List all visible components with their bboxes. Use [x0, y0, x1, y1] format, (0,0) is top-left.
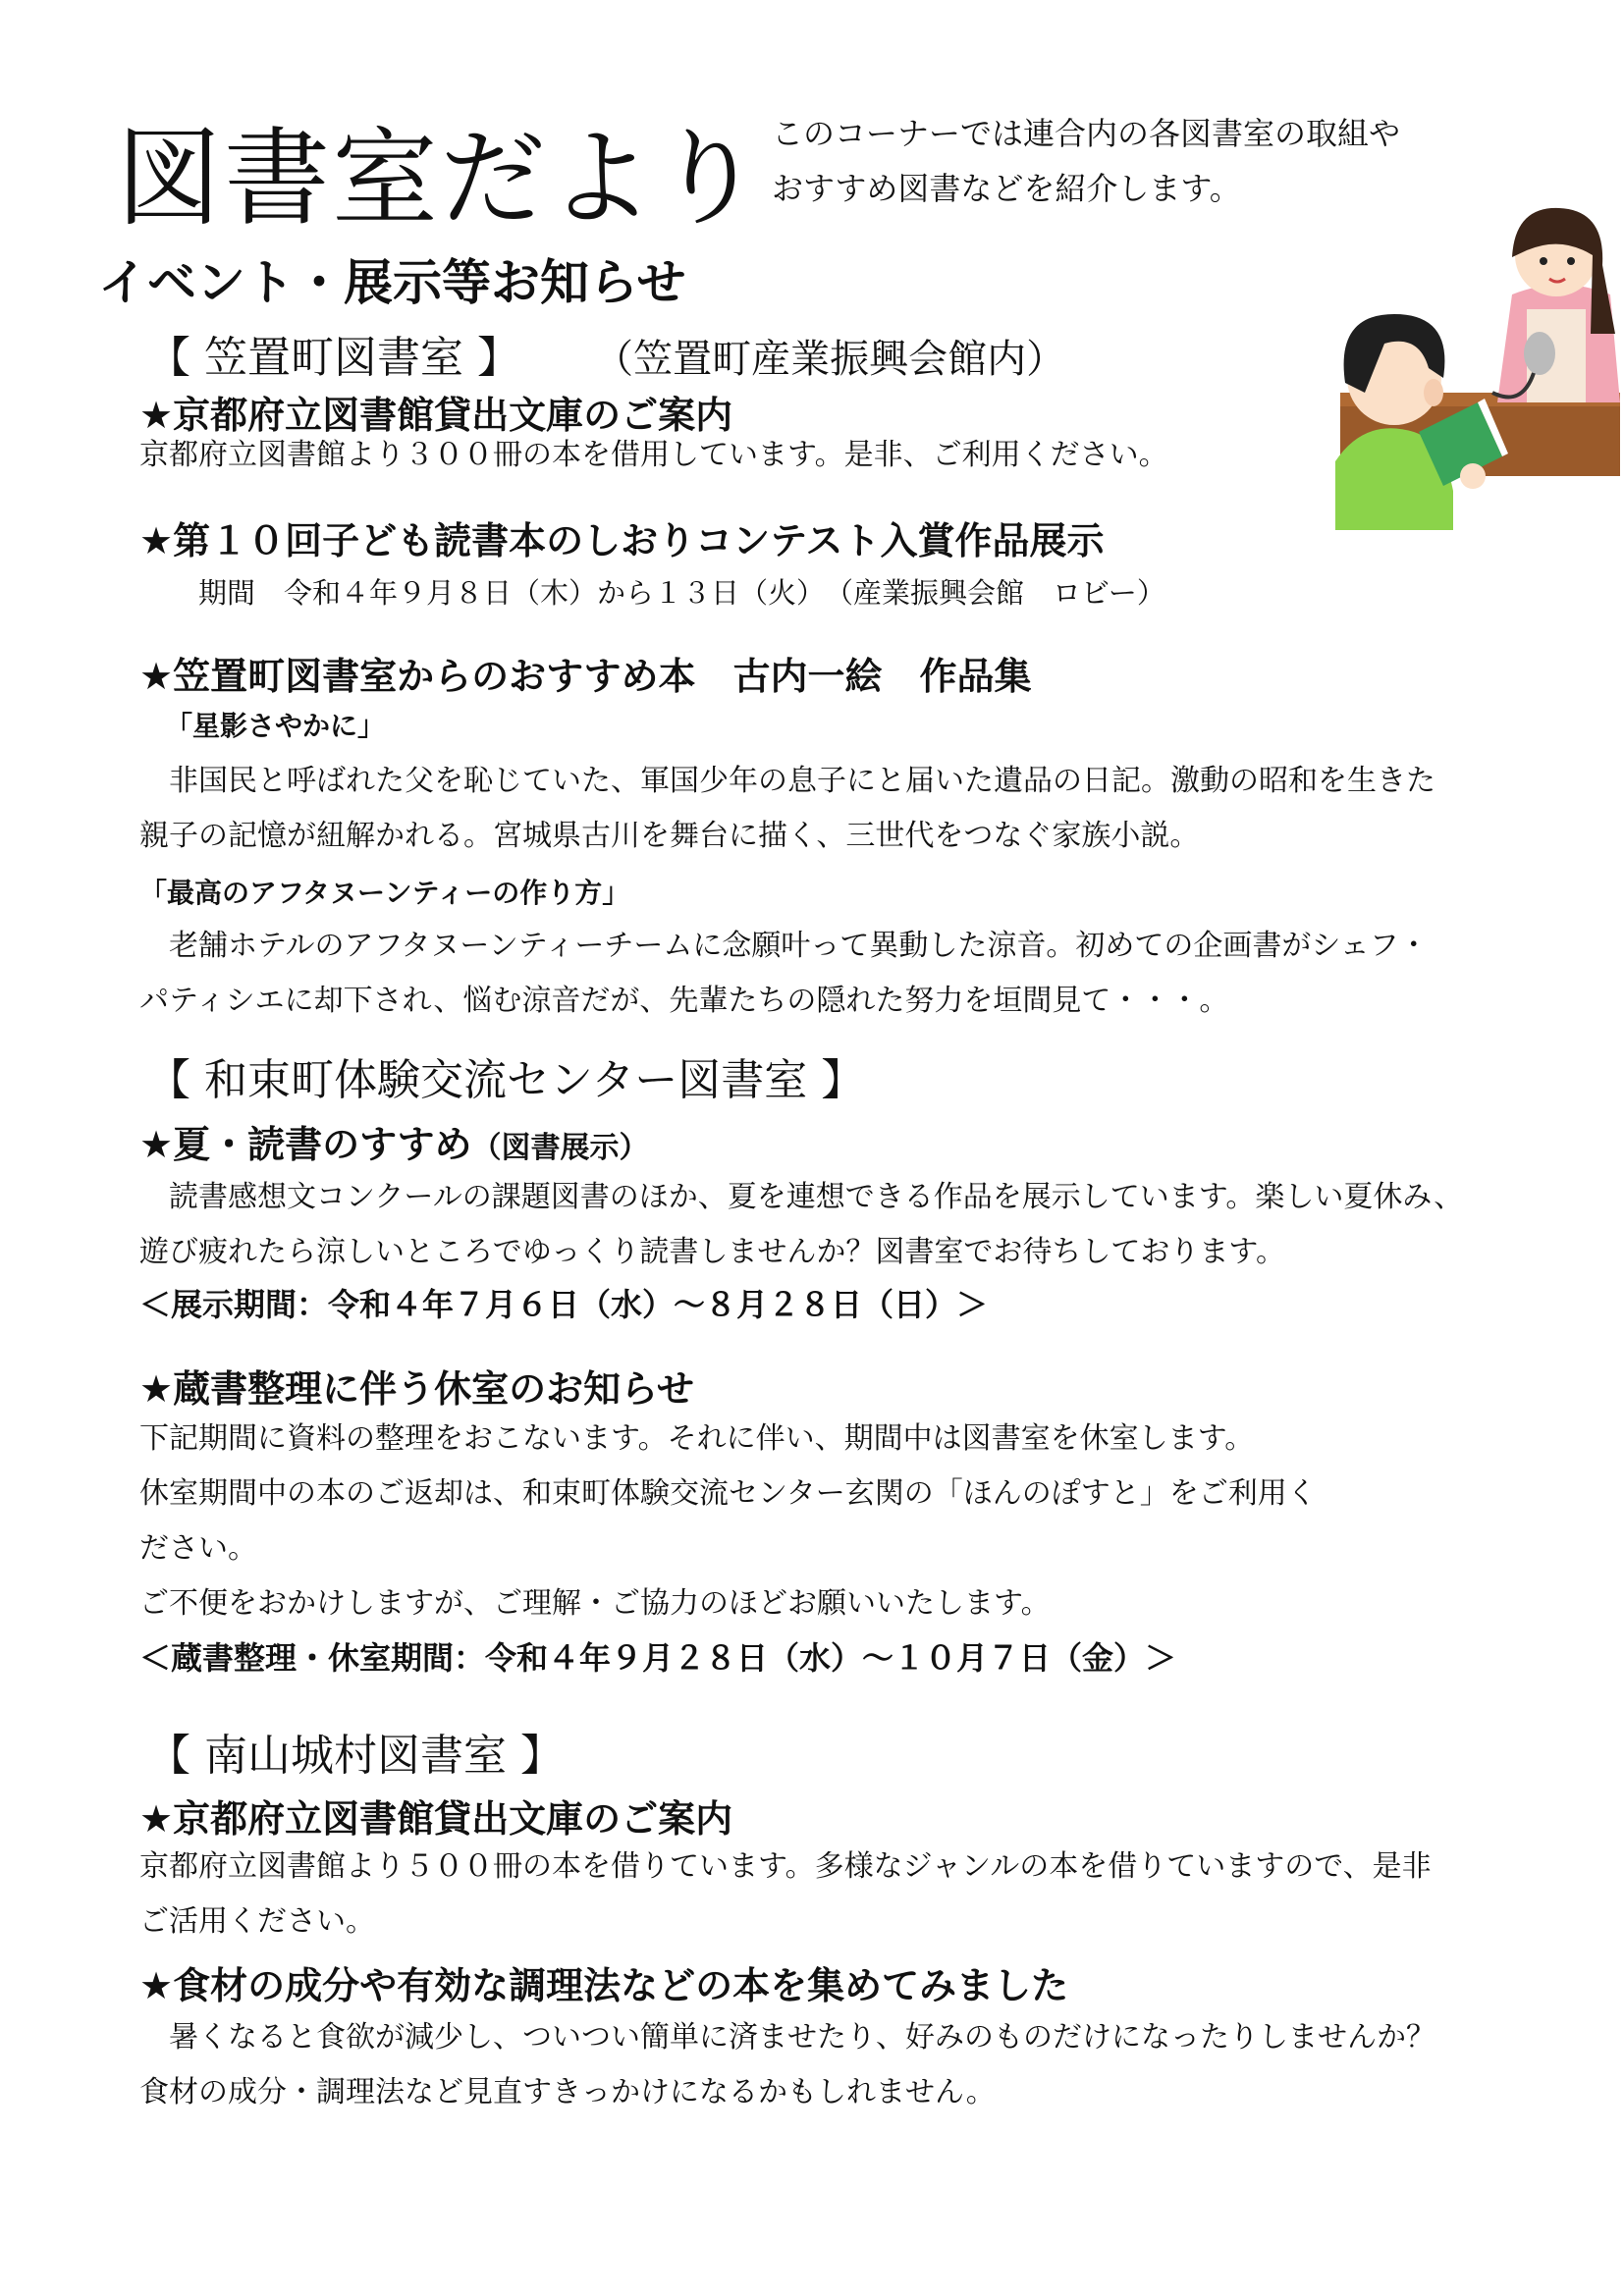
book-description: [139, 919, 1429, 1029]
wazuka-item-title: [139, 1114, 648, 1168]
section-subtitle: イベント・展示等お知らせ: [98, 254, 686, 311]
wazuka-item-body: [139, 1412, 1317, 1631]
item-title-text: ★夏・読書のすすめ: [139, 1123, 472, 1166]
library-location: （笠置町産業振興会館内）: [594, 337, 1066, 382]
book-description: [139, 754, 1435, 864]
intro-text: [772, 106, 1400, 216]
closure-period: ＜蔵書整理・休室期間：令和４年９月２８日（水）～１０月７日（金）＞: [139, 1639, 1177, 1677]
body-line: ご活用ください。: [139, 1904, 375, 1939]
body-line: ご不便をおかけしますが、ご理解・ご協力のほどお願いいたします。: [139, 1586, 1051, 1621]
book-description-line: 親子の記憶が紐解かれる。宮城県古川を舞台に描く、三世代をつなぐ家族小説。: [139, 819, 1200, 853]
minamiyamashiro-item-body: [139, 2010, 1435, 2120]
book-description-line: パティシエに却下され、悩む涼音だが、先輩たちの隠れた努力を垣間見て・・・。: [139, 984, 1229, 1018]
book-description-line: 老舗ホテルのアフタヌーンティーチームに念願叶って異動した涼音。初めての企画書がシェフ・: [139, 929, 1429, 963]
minamiyamashiro-section-heading: 【 南山城村図書室 】: [147, 1731, 564, 1781]
body-line: ださい。: [139, 1531, 257, 1566]
kasagi-item-title: ★第１０回子ども読書本のしおりコンテスト入賞作品展示: [139, 519, 1105, 562]
body-line: 休室期間中の本のご返却は、和束町体験交流センター玄関の「ほんのぽすと」をご利用く: [139, 1476, 1317, 1511]
body-line: 下記期間に資料の整理をおこないます。それに伴い、期間中は図書室を休室します。: [139, 1421, 1255, 1456]
wazuka-section-heading: 【 和束町体験交流センター図書室 】: [147, 1055, 865, 1105]
minamiyamashiro-item-title: ★食材の成分や有効な調理法などの本を集めてみました: [139, 1964, 1069, 2007]
book-description-line: 非国民と呼ばれた父を恥じていた、軍国少年の息子にと届いた遺品の日記。激動の昭和を生きた: [139, 764, 1435, 798]
kasagi-item-title: ★笠置町図書室からのおすすめ本 古内一絵 作品集: [139, 655, 1032, 698]
page-title: 図書室だより: [116, 118, 765, 240]
body-line: 暑くなると食欲が減少し、ついつい簡単に済ませたり、好みのものだけになったりしませんか？: [139, 2020, 1435, 2055]
item-title-suffix: （図書展示）: [471, 1131, 649, 1165]
kasagi-item-body: 期間 令和４年９月８日（木）から１３日（火） （産業振興会館 ロビー）: [198, 576, 1165, 610]
body-line: 読書感想文コンクールの課題図書のほか、夏を連想できる作品を展示しています。楽しい夏休み、: [139, 1180, 1464, 1214]
body-line: 遊び疲れたら涼しいところでゆっくり読書しませんか？図書室でお待ちしております。: [139, 1235, 1285, 1269]
minamiyamashiro-item-title: ★京都府立図書館貸出文庫のご案内: [139, 1797, 733, 1841]
intro-line: このコーナーでは連合内の各図書室の取組や: [772, 115, 1401, 152]
wazuka-item-title: ★蔵書整理に伴う休室のお知らせ: [139, 1367, 694, 1411]
librarian-checkout-illustration: [1326, 196, 1620, 530]
kasagi-item-body: 京都府立図書館より３００冊の本を借用しています。是非、ご利用ください。: [139, 438, 1168, 472]
intro-line: おすすめ図書などを紹介します。: [772, 170, 1241, 207]
library-heading: 【 笠置町図書室 】: [147, 333, 520, 383]
body-line: 食材の成分・調理法など見直すきっかけになるかもしれません。: [139, 2075, 996, 2109]
book-title: 「最高のアフタヌーンティーの作り方」: [139, 877, 630, 909]
kasagi-section-heading: [147, 322, 1065, 385]
body-line: 京都府立図書館より５００冊の本を借りています。多様なジャンルの本を借りていますので、是非: [139, 1849, 1432, 1884]
kasagi-item-title: ★京都府立図書館貸出文庫のご案内: [139, 394, 733, 437]
book-title: 「星影さやかに」: [165, 710, 386, 742]
wazuka-item-body: [139, 1170, 1463, 1280]
minamiyamashiro-item-body: [139, 1840, 1432, 1949]
exhibit-period: ＜展示期間：令和４年７月６日（水）～８月２８日（日）＞: [139, 1286, 989, 1323]
